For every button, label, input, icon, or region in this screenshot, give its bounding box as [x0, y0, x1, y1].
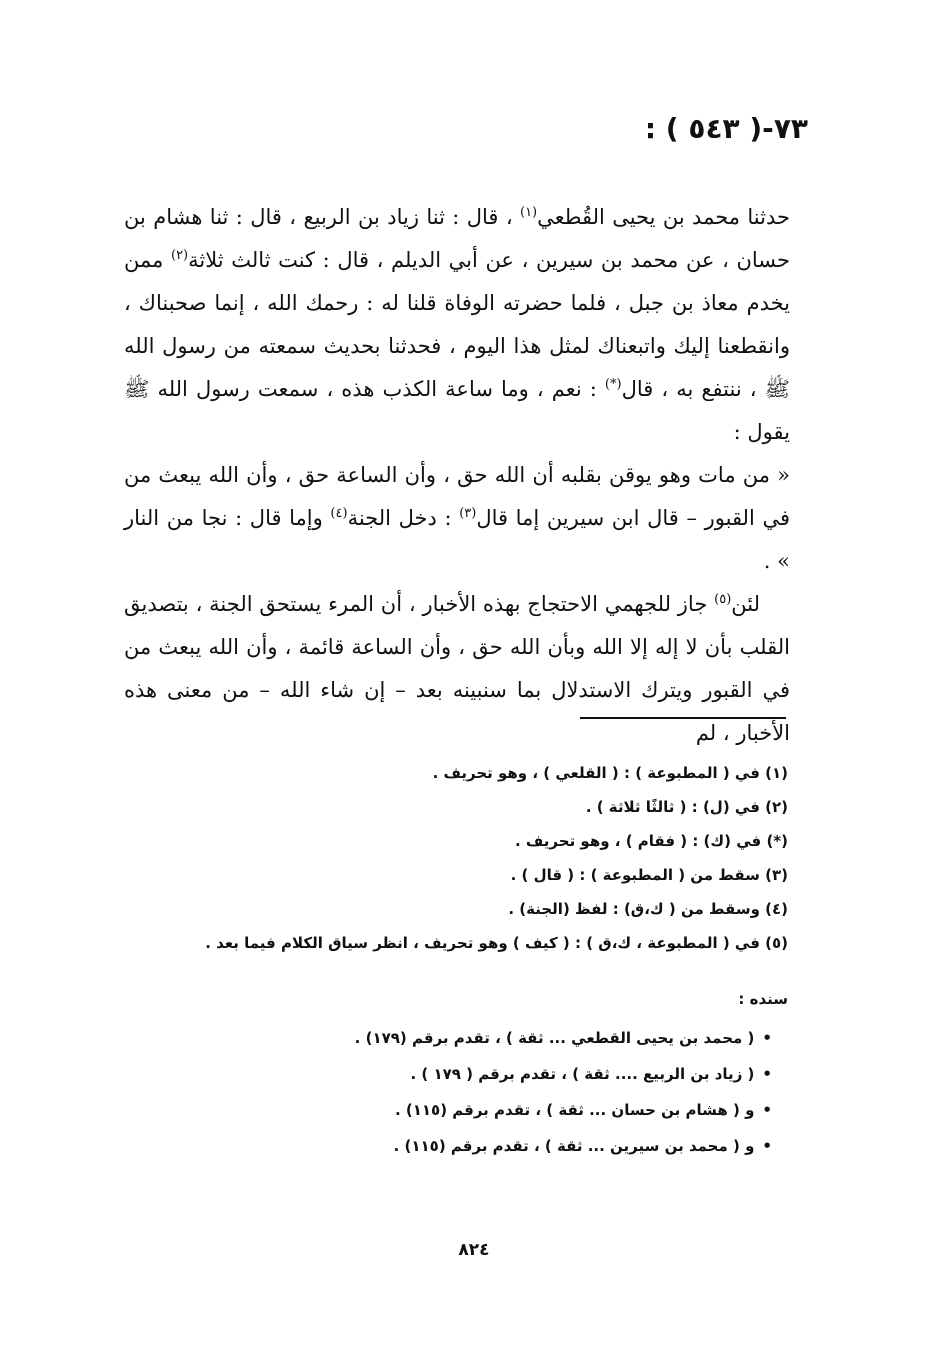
- text-segment: حدثنا محمد بن يحيى القُطعي: [537, 205, 790, 229]
- footnote-divider: [580, 717, 786, 719]
- bullet-icon: •: [762, 1065, 772, 1083]
- footnote-item: (٥) في ( المطبوعة ، ك،ق ) : ( كيف ) وهو تحريف ، انظر سياق الكلام فيما بعد .: [205, 934, 788, 952]
- page-number: ٨٢٤: [458, 1240, 490, 1260]
- text-segment: « من مات وهو يوقن بقلبه أن الله حق ، وأن الساعة حق ، وأن الله يبعث من في القبور – قال ابن سيرين إما قال: [124, 463, 790, 530]
- footnote-item: (٢) في (ل) : ( ثالثًا ثلاثة ) .: [585, 798, 788, 816]
- footnote-marker: (٢): [170, 248, 189, 263]
- footnote-item: (٣) سقط من ( المطبوعة ) : ( قال ) .: [510, 866, 788, 884]
- sanad-item-text: ( محمد بن يحيى القطعي ... ثقة ) ، تقدم برقم (١٧٩) .: [354, 1029, 755, 1047]
- sanad-list: [300, 1020, 772, 1164]
- sanad-item: [300, 1092, 772, 1128]
- text-segment: لئن: [731, 592, 760, 616]
- footnote-marker: (٣): [459, 506, 477, 521]
- text-segment: : دخل الجنة: [347, 506, 460, 530]
- sanad-title: سنده :: [738, 990, 788, 1008]
- paragraph-commentary: [124, 583, 790, 755]
- text-segment: ممن يخدم معاذ بن جبل ، فلما حضرته الوفاة قلنا له : رحمك الله ، إنما صحبناك ، وانقطعنا إليك واتبعناك لمثل هذا اليوم ، فحدثنا بحديث سمعته من رسول الله ﷺ ، ننتفع به ، قال: [124, 248, 790, 401]
- bullet-icon: •: [762, 1101, 772, 1119]
- sanad-item-text: و ( هشام بن حسان ... ثقة ) ، تقدم برقم (١١٥) .: [394, 1101, 755, 1119]
- sanad-item: [300, 1128, 772, 1164]
- bullet-icon: •: [762, 1029, 772, 1047]
- footnote-item: (١) في ( المطبوعة ) : ( القلعي ) ، وهو تحريف .: [432, 764, 788, 782]
- text-segment: وإما قال : نجا من النار » .: [124, 506, 790, 573]
- footnote-item: (٤) وسقط من ( ك،ق) : لفظ (الجنة) .: [508, 900, 788, 918]
- hadith-number-heading: ٧٣-( ٥٤٣ ) :: [644, 112, 808, 145]
- bullet-icon: •: [762, 1137, 772, 1155]
- sanad-item: [300, 1020, 772, 1056]
- footnotes: [180, 756, 788, 960]
- text-segment: : نعم ، وما ساعة الكذب هذه ، سمعت رسول الله ﷺ يقول :: [124, 377, 790, 444]
- sanad-item: [300, 1056, 772, 1092]
- sanad-item-text: ( زياد بن الربيع .... ثقة ) ، تقدم برقم ( ١٧٩ ) .: [410, 1065, 755, 1083]
- footnote-item: (*) في (ك) : ( فقام ) ، وهو تحريف .: [515, 832, 788, 850]
- footnote-marker: (٤): [330, 506, 348, 521]
- footnote-marker: (١): [519, 205, 538, 220]
- text-segment: جاز للجهمي الاحتجاج بهذه الأخبار ، أن المرء يستحق الجنة ، بتصديق القلب بأن لا إله إلا الله وبأن الله حق ، وأن الساعة قائمة ، وأن الله يبعث من في القبور ويترك الاستدلال بما سنبينه بعد – إن شاء الله – من معنى هذه الأخبار ، لم: [124, 592, 790, 745]
- footnote-marker: (*): [604, 377, 622, 392]
- sanad-item-text: و ( محمد بن سيرين ... ثقة ) ، تقدم برقم (١١٥) .: [393, 1137, 755, 1155]
- paragraph-hadith-matn: [124, 454, 790, 583]
- paragraph-isnad: [124, 196, 790, 454]
- footnote-marker: (٥): [714, 592, 732, 607]
- text-segment: ، قال : ثنا زياد بن الربيع ، قال : ثنا هشام بن حسان ، عن محمد بن سيرين ، عن أبي الديلم ، قال : كنت ثالث ثلاثة: [124, 205, 790, 272]
- main-text: [124, 196, 790, 755]
